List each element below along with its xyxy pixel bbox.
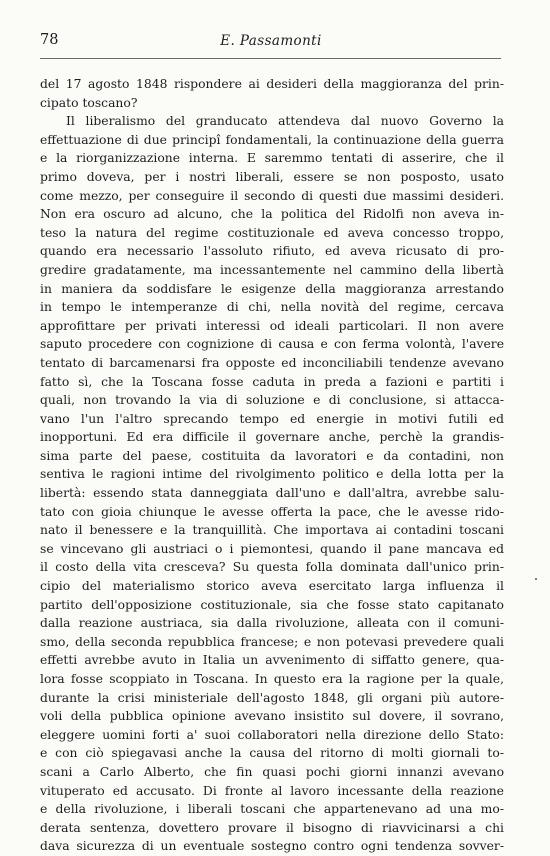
text-line: Non era oscuro ad alcuno, che la politica del Ridolfi non aveva in- xyxy=(40,207,504,222)
text-line: dava sicurezza di un eventuale sostegno contro ogni tendenza sovver- xyxy=(40,839,504,854)
text-line: derata sentenza, dovettero provare il bisogno di riavvicinarsi a chi xyxy=(40,820,504,835)
text-line: quando era necessario l'assoluto rifiuto, ed aveva ricusato di pro- xyxy=(40,244,504,259)
text-line: inopportuni. Ed era difficile il governare anche, perchè la grandis- xyxy=(40,430,504,445)
text-line: dalla reazione austriaca, sia dalla rivoluzione, alleata con il comuni- xyxy=(40,616,504,631)
text-line: se vincevano gli austriaci o i piemontesi, quando il pane mancava ed xyxy=(40,541,504,556)
text-line: sentiva le ragioni intime del rivolgimento politico e della lotta per la xyxy=(40,467,504,482)
text-line: lora fosse scoppiato in Toscana. In questo era la ragione per la quale, xyxy=(40,672,504,686)
text-line: sima parte del paese, costituita da lavoratori e da contadini, non xyxy=(40,448,504,463)
text-line: vituperato ed accusato. Di fronte al lavoro incessante della reazione xyxy=(40,783,504,798)
text-line: quali, non trovando la via di soluzione e di conclusione, si attacca- xyxy=(40,393,504,408)
text-line: del 17 agosto 1848 rispondere ai desideri della maggioranza del prin- xyxy=(40,77,504,91)
text-line: tato con gioia chiunque le avesse offerta la pace, che le avesse rido- xyxy=(40,504,504,519)
text-line: tentato di barcamenarsi fra opposte ed inconciliabili tendenze avevano xyxy=(40,355,504,370)
text-line: effetti avrebbe avuto in Italia un avvenimento di siffatto genere, qua- xyxy=(40,653,504,668)
text-line: nato il benessere e la tranquillità. Che importava ai contadini toscani xyxy=(40,523,504,538)
header-rule xyxy=(40,58,501,59)
text-line: libertà: essendo stata danneggiata dall'uno e dall'altra, avrebbe salu- xyxy=(40,486,504,501)
text-line: durante la crisi ministeriale dell'agosto 1848, gli organi più autore- xyxy=(40,690,504,705)
text-line: e con ciò spiegavasi anche la causa del ritorno di molti giornali to- xyxy=(40,746,504,761)
text-line: smo, della seconda repubblica francese; e non potevasi prevedere quali xyxy=(40,634,504,649)
text-line: effettuazione di due principî fondamentali, la continuazione della guerra xyxy=(40,132,504,147)
text-line: partito dell'opposizione costituzionale, sia che fosse stato capitanato xyxy=(40,597,504,612)
running-head: E. Passamonti xyxy=(220,33,322,49)
text-line: Il liberalismo del granducato attendeva dal nuovo Governo la xyxy=(66,114,504,129)
text-line: voli della pubblica opinione avevano insistito sul dovere, il sovrano, xyxy=(40,709,504,724)
page-header xyxy=(40,32,502,54)
text-line: vano l'un l'altro sprecando tempo ed energie in motivi futili ed xyxy=(40,411,504,426)
text-line: teso la natura del regime costituzionale ed aveva concesso troppo, xyxy=(40,225,504,240)
text-line: cipio del materialismo storico aveva esercitato larga influenza il xyxy=(40,579,504,594)
text-line: fatto sì, che la Toscana fosse caduta in preda a fazioni e partiti i xyxy=(40,374,504,389)
text-line: saputo procedere con cognizione di causa e con ferma volontà, l'avere xyxy=(40,337,504,352)
text-line: come mezzo, per conseguire il secondo di questi due massimi desideri. xyxy=(40,188,504,203)
text-line: primo doveva, per i nostri liberali, essere se non posposto, usato xyxy=(40,169,504,184)
text-line: eleggere uomini forti a' suoi collaboratori nella direzione dello Stato: xyxy=(40,727,504,742)
page-number: 78 xyxy=(40,32,59,48)
text-line: gredire gradatamente, ma incessantemente nel cammino della libertà xyxy=(40,262,504,277)
text-line: in maniera da soddisfare le esigenze della maggioranza arrestando xyxy=(40,281,504,296)
margin-speck xyxy=(535,578,537,580)
text-line: e della rivoluzione, i liberali toscani che appartenevano ad una mo- xyxy=(40,802,504,817)
text-line: e la riorganizzazione interna. E saremmo tentati di asserire, che il xyxy=(40,151,504,166)
text-line: approfittare per privati interessi od ideali particolari. Il non avere xyxy=(40,318,504,333)
text-line: in tempo le intemperanze di chi, nella novità del regime, cercava xyxy=(40,300,504,315)
body-text xyxy=(40,75,504,856)
text-line: cipato toscano? xyxy=(40,95,138,110)
text-line: il costo della vita cresceva? Su questa folla dominata dall'unico prin- xyxy=(40,560,504,575)
text-line: scani a Carlo Alberto, che fin quasi pochi giorni innanzi avevano xyxy=(40,764,504,779)
